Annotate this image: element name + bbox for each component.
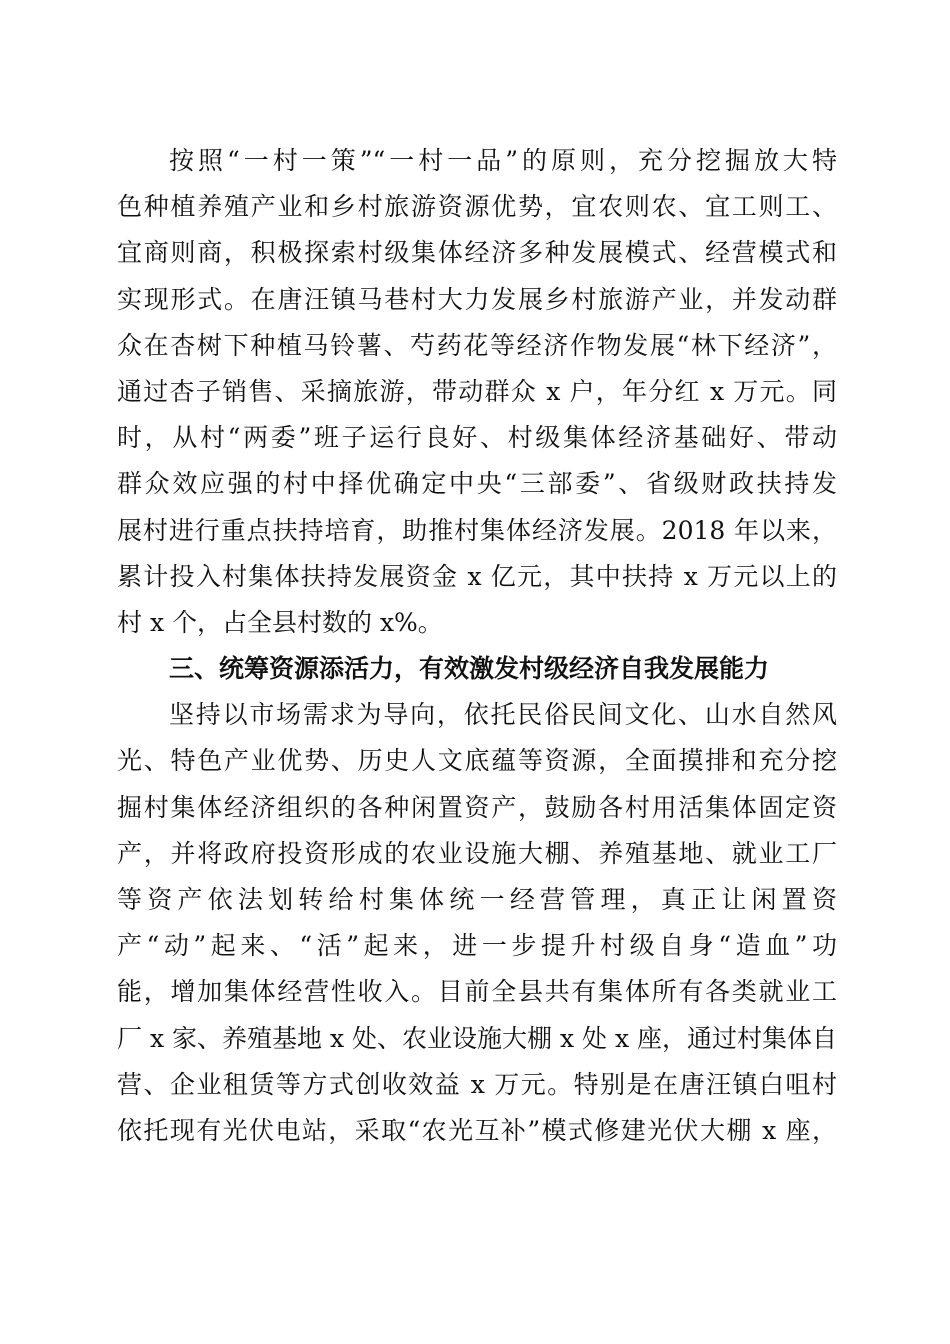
text-line: 实现形式。在唐汪镇马巷村大力发展乡村旅游产业，并发动群	[117, 284, 837, 314]
text-line: 等资产依法划转给村集体统一经营管理，真正让闲置资	[117, 885, 837, 914]
text-line: 坚持以市场需求为导向，依托民俗民间文化、山水自然风	[169, 700, 837, 730]
text-line: 光、特色产业优势、历史人文底蕴等资源，全面摸排和充分挖	[117, 746, 837, 776]
text-line: 宜商则商，积极探索村级集体经济多种发展模式、经营模式和	[117, 238, 837, 268]
text-line: 能，增加集体经营性收入。目前全县共有集体所有各类就业工	[117, 977, 837, 1007]
text-line: 村 x 个，占全县村数的 x%。	[117, 607, 443, 637]
text-line: 厂 x 家、养殖基地 x 处、农业设施大棚 x 处 x 座，通过村集体自	[117, 1023, 837, 1053]
text-line: 营、企业租赁等方式创收效益 x 万元。特别是在唐汪镇白咀村	[117, 1069, 837, 1099]
text-line: 众在杏树下种植马铃薯、芍药花等经济作物发展“林下经济”，	[117, 330, 837, 360]
text-line: 产，并将政府投资形成的农业设施大棚、养殖基地、就业工厂	[117, 838, 837, 868]
text-line: 通过杏子销售、采摘旅游，带动群众 x 户，年分红 x 万元。同	[117, 376, 837, 406]
text-line: 时，从村“两委”班子运行良好、村级集体经济基础好、带动	[117, 423, 837, 453]
paragraph-village-strategy	[117, 138, 837, 646]
text-line: 产“动”起来、“活”起来，进一步提升村级自身“造血”功	[117, 931, 837, 961]
section-heading: 三、统筹资源添活力，有效激发村级经济自我发展能力	[169, 654, 770, 684]
text-line: 色种植养殖产业和乡村旅游资源优势，宜农则农、宜工则工、	[117, 192, 837, 222]
text-line: 展村进行重点扶持培育，助推村集体经济发展。2018 年以来，	[117, 515, 837, 545]
text-line: 掘村集体经济组织的各种闲置资产，鼓励各村用活集体固定资	[117, 792, 837, 822]
text-line: 按照“一村一策”“一村一品”的原则，充分挖掘放大特	[169, 146, 837, 175]
text-line: 群众效应强的村中择优确定中央“三部委”、省级财政扶持发	[117, 469, 837, 499]
paragraph-resource-coordination	[117, 692, 837, 1154]
text-line: 依托现有光伏电站，采取“农光互补”模式修建光伏大棚 x 座，	[117, 1115, 837, 1145]
text-line: 累计投入村集体扶持发展资金 x 亿元，其中扶持 x 万元以上的	[117, 561, 837, 591]
document-body	[117, 138, 837, 1154]
